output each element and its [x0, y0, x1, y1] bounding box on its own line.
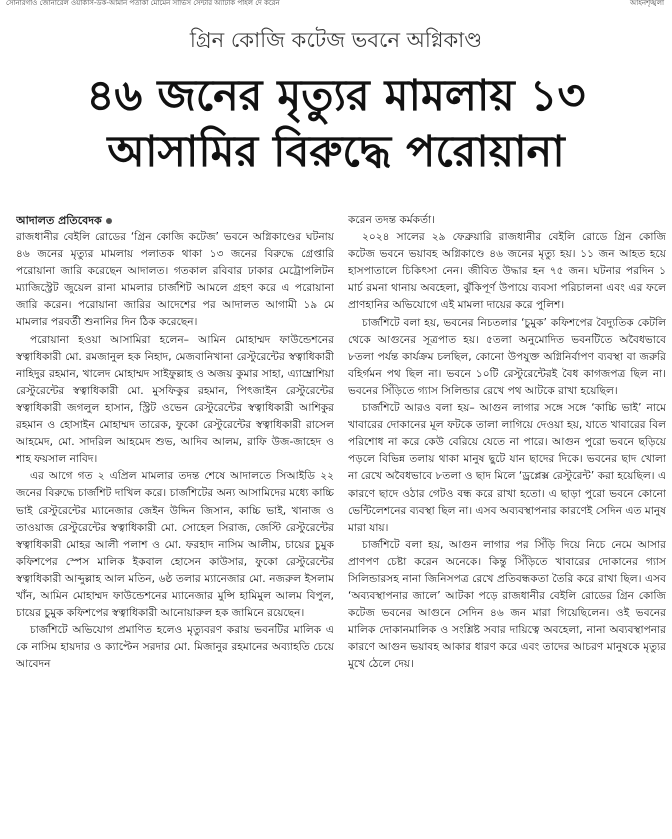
section-label: আইনশৃঙ্খলা	[630, 0, 664, 7]
paragraph: চার্জশিটে বলা হয়, ভবনের নিচতলার ‘চুমুক’ কফিশপের বৈদ্যুতিক কেটলি থেকে আগুনের সূত্রপাত হয়। ৫তলা অনুমোদিত ভবনটিতে অবৈধভাবে ৮তলা পর্যন্ত কার্যক্রম চলছিল, কোনো উপযুক্ত অগ্নিনির্বাপণ ব্যবস্থা বা জরুরি বহির্গমন পথ ছিল না। ভবনে ১০টি রেস্টুরেন্টেরই বৈধ কাগজপত্র ছিল না। ভবনের সিঁড়িতে গ্যাস সিলিন্ডার রেখে পথ আটকে রাখা হয়েছিল।	[348, 316, 666, 397]
column-left	[16, 212, 334, 837]
paragraph: চার্জশিটে অভিযোগ প্রমাণিত হলেও মৃত্যুবরণ করায় ভবনটির মালিক এ কে নাসিম হায়দার ও ক্যাপ্টেন সরদার মো. মিজানুর রহমানের অব্যাহতি চেয়ে আবেদন	[16, 624, 334, 671]
column-right	[348, 212, 666, 837]
paragraph: ২০২৪ সালের ২৯ ফেব্রুয়ারি রাজধানীর বেইলি রোডে গ্রিন কোজি কটেজ ভবনে ভয়াবহ অগ্নিকাণ্ডে ৪৬ জনের মৃত্যু হয়। ১১ জন আহত হয়ে হাসপাতালে চিকিৎসা নেন। জীবিত উদ্ধার হন ৭৫ জন। ঘটনার পরদিন ১ মার্চ রমনা থানায় অবহেলা, ঝুঁকিপূর্ণ উপায়ে ব্যবসা পরিচালনা এবং এর ফলে প্রাণহানির অভিযোগে এই মামলা দায়ের করে পুলিশ।	[348, 231, 666, 312]
article-body	[16, 212, 666, 837]
paragraph: চার্জশিটে বলা হয়, আগুন লাগার পর সিঁড়ি দিয়ে নিচে নেমে আসার প্রাণপণ চেষ্টা করেন অনেকে। কিন্তু সিঁড়িতে খাবারের দোকানের গ্যাস সিলিন্ডারসহ নানা জিনিসপত্র রেখে প্রতিবন্ধকতা তৈরি করে রাখা ছিল। এসব ‘অব্যবস্থাপনার জালে’ আটকা পড়ে রাজধানীর বেইলি রোডের গ্রিন কোজি কটেজ ভবনের আগুনে সেদিন ৪৬ জন মারা গিয়েছিলেন। ওই ভবনের মালিক দোকানমালিক ও সংশ্লিষ্ট সবার দায়িত্বে অবহেলা, নানা অব্যবস্থাপনার কারণে আগুন ভয়াবহ আকার ধারণ করে এবং তাদের আচরণ মানুষকে মৃত্যুর মুখে ঠেলে দেয়।	[348, 538, 666, 671]
paragraph: এর আগে গত ২ এপ্রিল মামলার তদন্ত শেষে আদালতে সিআইডি ২২ জনের বিরুদ্ধে চার্জশিট দাখিল করে। চার্জশিটের অন্য আসামিদের মধ্যে কাচ্চি ভাই রেস্টুরেন্টের ম্যানেজার জেইন উদ্দিন জিসান, কাচ্চি ভাই, খানাজ ও তাওয়াজ রেস্টুরেন্টের স্বত্বাধিকারী মো. সোহেল সিরাজ, জেস্টি রেস্টুরেন্টের স্বত্বাধিকারী মোহর আলী পলাশ ও মো. ফরহাদ নাসিম আলীম, চায়ের চুমুক কফিশপের স্পেস মালিক ইকবাল হোসেন কাউসার, ফুকো রেস্টুরেন্টের স্বত্বাধিকারী আব্দুল্লাহ আল মতিন, ৬ষ্ঠ তলার ম্যানেজার মো. নজরুল ইসলাম খাঁন, আমিন মোহাম্মদ ফাউন্ডেশনের ম্যানেজার মুন্সি হামিমুল আলম বিপুল, চায়ের চুমুক কফিশপের স্বত্বাধিকারী আনোয়ারুল হক জামিনে রয়েছেন।	[16, 470, 334, 620]
paragraph: করেন তদন্ত কর্মকর্তা।	[348, 214, 435, 226]
headline-line-1: ৪৬ জনের মৃত্যুর মামলায় ১৩	[86, 71, 586, 121]
strip-left-text: সোনারগাঁও জোনারেল ওয়ার্কার্স-ডক-আমান পতাকা মোমেন সার্ভিস সেন্টার অ্যাটাক পাইল দে করেন	[6, 0, 280, 7]
paragraph: পরোয়ানা হওয়া আসামিরা হলেন– আমিন মোহাম্মদ ফাউন্ডেশনের স্বত্বাধিকারী মো. রমজানুল হক নিহাদ, মেজবানিখানা রেস্টুরেন্টের স্বত্বাধিকারী নাহিদুর রহমান, খালেদ মোহাম্মদ সাইফুল্লাহ ও অজয় কুমার সাহা, এ্যাম্ব্রোশিয়া রেস্টুরেন্টের স্বত্বাধিকারী মো. মুসফিকুর রহমান, পিৎজাইন রেস্টুরেন্টের স্বত্বাধিকারী জগলুল হাসান, স্ট্রিট ওভেন রেস্টুরেন্টের স্বত্বাধিকারী আশিকুর রহমান ও হোসাইন মোহাম্মদ তারেক, ফুকো রেস্টুরেন্টের স্বত্বাধিকারী রাসেল আহমেদ, মো. সাদরিল আহমেদ শুভ, আদিব আলম, রাফি উজ-জাহেদ ও শাহ ফয়সাল নাবিদ।	[16, 333, 334, 466]
bullet-icon	[106, 218, 112, 224]
byline	[16, 212, 334, 229]
headline-line-2: আসামির বিরুদ্ধে পরোয়ানা	[107, 127, 565, 177]
byline-text: আদালত প্রতিবেদক	[16, 214, 102, 227]
headline	[0, 68, 672, 180]
kicker: গ্রিন কোজি কটেজ ভবনে অগ্নিকাণ্ড	[189, 28, 483, 52]
top-strip	[0, 0, 672, 10]
paragraph: চার্জশিটে আরও বলা হয়– আগুন লাগার সঙ্গে সঙ্গে ‘কাচ্চি ভাই’ নামে খাবারের দোকানের মূল ফটকে তালা লাগিয়ে দেওয়া হয়, যাতে খাবারের বিল পরিশোধ না করে কেউ বেরিয়ে যেতে না পারে। আগুন পুরো ভবনে ছড়িয়ে পড়লে বিভিন্ন তলায় থাকা মানুষ ছুটে যান ছাদের দিকে। ভবনের ছাদ খোলা না রেখে অবৈধভাবে ৮তলা ও ছাদ মিলে ‘ড্রপ্লেক্স রেস্টুরেন্ট’ করা হয়েছিল। এ কারণে ছাদে ওঠার গেটও বন্ধ করে রাখা হতো। এ ছাড়া পুরো ভবনে কোনো ভেন্টিলেশনের ব্যবস্থা ছিল না। এসব অব্যবস্থাপনার কারণেই সেদিন এত মানুষ মারা যায়।	[348, 402, 666, 534]
paragraph: রাজধানীর বেইলি রোডের ‘গ্রিন কোজি কটেজ’ ভবনে অগ্নিকাণ্ডের ঘটনায় ৪৬ জনের মৃত্যুর মামলায় পলাতক থাকা ১৩ জনের বিরুদ্ধে গ্রেপ্তারি পরোয়ানা জারি করেছেন আদালত। গতকাল রবিবার ঢাকার মেট্রোপলিটন ম্যাজিস্ট্রেট জুয়েল রানা মামলার চার্জশিট আমলে গ্রহণ করে এ পরোয়ানা জারি করেন। পরোয়ানা জারির আদেশের পর আদালত আগামী ১৯ মে মামলার পরবর্তী শুনানির দিন ঠিক করেছেন।	[16, 231, 334, 329]
